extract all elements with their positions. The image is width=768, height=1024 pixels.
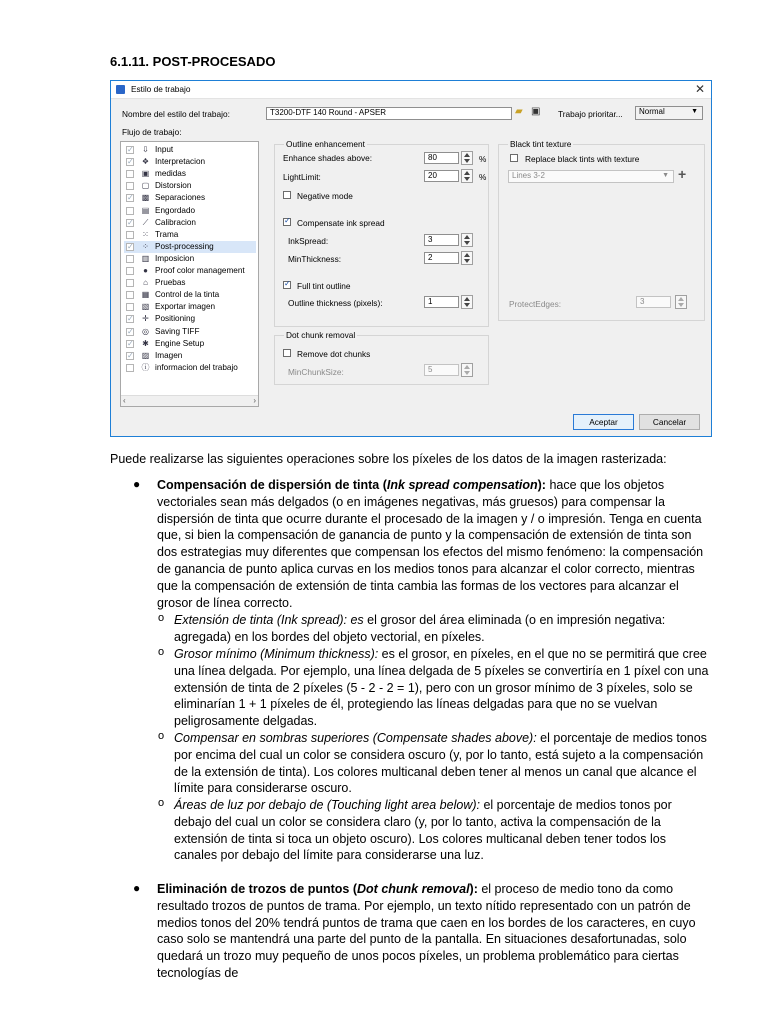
cancel-button[interactable]: Cancelar: [639, 414, 700, 430]
scroll-left-icon[interactable]: ‹: [123, 396, 126, 405]
workflow-item-label: Input: [155, 145, 174, 154]
replace-black-checkbox[interactable]: [510, 154, 518, 162]
workflow-item-label: Control de la tinta: [155, 290, 220, 300]
workflow-item-label: Saving TIFF: [155, 326, 200, 336]
dot-chunk-paragraph: [157, 881, 710, 982]
workflow-item[interactable]: [124, 362, 256, 374]
intro-paragraph: Puede realizarse las siguientes operaciones sobre los píxeles de los datos de la imagen rasterizada:: [110, 452, 667, 466]
workflow-item-checkbox[interactable]: [126, 207, 134, 215]
compensate-ink-checkbox[interactable]: [283, 218, 291, 226]
ink-spread-spinner[interactable]: [461, 233, 473, 247]
sub-bullet-icon: o: [158, 646, 165, 658]
full-tint-label: Full tint outline: [297, 281, 351, 291]
export-image-icon: ▧: [141, 302, 150, 312]
s4-italic: Áreas de luz por debajo de (Touching light area below):: [174, 798, 480, 812]
workflow-item-checkbox[interactable]: [126, 279, 134, 287]
workflow-scrollbar[interactable]: [121, 395, 258, 406]
min-thickness-input[interactable]: 2: [424, 252, 459, 264]
workflow-item-checkbox[interactable]: [126, 170, 134, 178]
add-icon[interactable]: +: [678, 166, 687, 182]
dot-text: el proceso de medio tono da como resultado trozos de puntos de trama. Por ejemplo, un texto nítido representado con un patrón de medios tonos del 20% tendrá puntos de trama que caen en los bordes de los caracteres, en cuyo caso solo se mantendrá una parte del punto de la pantalla. En situaciones desafortunadas, solo quedará un trozo muy pequeño de unos pocos píxeles, un problema problemático para ciertas tecnologías de: [157, 882, 696, 980]
sub-ink-spread: [174, 612, 710, 646]
workflow-item-checkbox[interactable]: [126, 352, 134, 360]
save-icon[interactable]: ▣: [531, 106, 541, 117]
workflow-item[interactable]: [124, 205, 256, 217]
workflow-item[interactable]: [124, 289, 256, 301]
dot-title-i: Dot chunk removal: [357, 882, 470, 896]
min-chunk-input[interactable]: 5: [424, 364, 459, 376]
light-limit-label: LightLimit:: [283, 172, 321, 182]
workflow-item-label: Engordado: [155, 205, 196, 215]
dialog-titlebar: [111, 81, 711, 99]
s2-text: es el grosor, en píxeles, en el que no se permitirá que cree una línea delgada. Por ejemplo, una línea delgada de 5 píxeles se convertiría en 1 píxel con una extensión de tinta de 2 píxeles (5 - 2 - 2 = 1), pero con un grosor mínimo de 3 píxeles, solo se eliminarían 1 + 1 píxeles de él, protegiendo las líneas delgadas para que no se vuelvan peligrosamente delgadas.: [174, 647, 709, 729]
workflow-item[interactable]: [124, 277, 256, 289]
dot-chunk-group: [274, 330, 489, 385]
chevron-down-icon: ▼: [691, 108, 698, 115]
workflow-item-checkbox[interactable]: [126, 315, 134, 323]
enhance-shades-input[interactable]: 80: [424, 152, 459, 164]
input-icon: ⇩: [142, 145, 149, 154]
sub-compensate-shades: [174, 730, 710, 797]
scroll-right-icon[interactable]: ›: [253, 396, 256, 405]
negative-mode-checkbox[interactable]: [283, 191, 291, 199]
saving-tiff-icon: ◎: [142, 326, 149, 336]
priority-value: Normal: [639, 107, 665, 116]
sub-touching-light: [174, 797, 710, 864]
workflow-item-checkbox[interactable]: [126, 364, 134, 372]
min-thickness-label: MinThickness:: [288, 254, 342, 264]
lines-chevron-icon: ▼: [662, 172, 669, 179]
workflow-label: Flujo de trabajo:: [122, 127, 182, 137]
workflow-item-checkbox[interactable]: [126, 255, 134, 263]
screening-icon: ⁙: [142, 229, 149, 239]
sub-bullet-icon: o: [158, 612, 165, 624]
positioning-icon: ✛: [142, 314, 149, 324]
ink-text: hace que los objetos vectoriales sean más delgados (o en imágenes negativas, más gruesos) para compensar la dispersión de tinta que ocurre durante el procesado de la imagen y / o impresión. Tenga en cuenta que, si bien la compensación de ganancia de punto y la compensación de extensión de tinta son dos estrategias muy diferentes que compensan los efectos del mismo fenómeno: la compensación de ganancia de punto aplica curvas en los medios tonos para alcanzar el color correcto, mientras que la compensación de extensión de tinta cambia las formas de los vectores para alcanzar el grosor de línea correcto.: [157, 478, 704, 610]
light-limit-spinner[interactable]: [461, 169, 473, 183]
workflow-item[interactable]: [124, 350, 256, 362]
s1-italic: Extensión de tinta (Ink spread): es: [174, 613, 364, 627]
dot-title-b: ):: [469, 882, 478, 896]
workflow-item-checkbox[interactable]: [126, 328, 134, 336]
workflow-item[interactable]: [124, 241, 256, 253]
proof-icon: ⌂: [143, 278, 148, 288]
workflow-item-checkbox[interactable]: [126, 243, 134, 251]
remove-dot-label: Remove dot chunks: [297, 349, 371, 359]
proof-color-icon: ●: [143, 266, 148, 275]
workflow-item[interactable]: [124, 156, 256, 168]
compensate-ink-label: Compensate ink spread: [297, 218, 385, 228]
min-thickness-spinner[interactable]: [461, 251, 473, 265]
outline-thickness-label: Outline thickness (pixels):: [288, 298, 383, 308]
workflow-item-checkbox[interactable]: [126, 182, 134, 190]
workflow-item-label: Interpretacion: [155, 157, 206, 167]
outline-thickness-spinner[interactable]: [461, 295, 473, 309]
workflow-item-label: Engine Setup: [155, 338, 205, 348]
s2-italic: Grosor mínimo (Minimum thickness):: [174, 647, 379, 661]
workflow-item-label: Calibracion: [155, 217, 196, 227]
distortion-icon: ▢: [141, 181, 150, 191]
negative-mode-label: Negative mode: [297, 191, 353, 201]
workflow-item[interactable]: [124, 144, 256, 156]
ink-spread-input[interactable]: 3: [424, 234, 459, 246]
workflow-item-label: Positioning: [155, 314, 196, 324]
ink-title-a: Compensación de dispersión de tinta (: [157, 478, 387, 492]
workflow-item-label: medidas: [155, 169, 186, 179]
workflow-item-checkbox[interactable]: [126, 291, 134, 299]
workflow-item[interactable]: [124, 168, 256, 180]
s1-text: el grosor del área eliminada (o en impresión negativa: agregada) en los bordes del objeto vectorial, en píxeles.: [174, 613, 666, 644]
workflow-item[interactable]: [124, 217, 256, 229]
workflow-item-label: Trama: [155, 229, 179, 239]
dialog-title: Estilo de trabajo: [131, 84, 191, 94]
workflow-item[interactable]: [124, 192, 256, 204]
s3-text: el porcentaje de medios tonos por encima del cual un color se considera oscuro (y, por lo tanto, está sujeto a la compensación de la extensión de tinta). Los colores multicanal deben tener al menos un canal que alcance el límite para considerarse oscuro.: [174, 731, 707, 796]
open-folder-icon[interactable]: ▰: [515, 106, 523, 117]
style-name-input[interactable]: T3200-DTF 140 Round - APSER: [266, 107, 512, 120]
enhance-shades-label: Enhance shades above:: [283, 153, 373, 163]
workflow-item-label: Imposicion: [155, 253, 195, 263]
outline-thickness-input[interactable]: 1: [424, 296, 459, 308]
protect-edges-spinner[interactable]: [675, 295, 687, 309]
workflow-item-checkbox[interactable]: [126, 267, 134, 275]
ink-spread-label: InkSpread:: [288, 236, 329, 246]
info-icon: ⓘ: [141, 362, 150, 372]
accept-button[interactable]: Aceptar: [573, 414, 634, 430]
workflow-item-label: Imagen: [155, 350, 183, 360]
dot-gain-icon: ▤: [141, 205, 150, 215]
workflow-item-label: Separaciones: [155, 193, 206, 203]
ink-control-icon: ▦: [141, 290, 150, 300]
image-icon: ▨: [141, 350, 150, 360]
workflow-item-checkbox[interactable]: [126, 194, 134, 202]
workflow-item[interactable]: [124, 301, 256, 313]
workflow-item-checkbox[interactable]: [126, 146, 134, 154]
workflow-item[interactable]: [124, 338, 256, 350]
enhance-unit: %: [479, 154, 487, 164]
protect-edges-input[interactable]: 3: [636, 296, 671, 308]
workflow-item-checkbox[interactable]: [126, 158, 134, 166]
imposition-icon: ▥: [141, 253, 150, 263]
light-unit: %: [479, 172, 487, 182]
interpretation-icon: ❖: [141, 157, 150, 167]
close-icon[interactable]: ✕: [694, 82, 705, 96]
workflow-item-checkbox[interactable]: [126, 219, 134, 227]
calibration-icon: ⟋: [142, 217, 149, 227]
dot-title-a: Eliminación de trozos de puntos (: [157, 882, 358, 896]
ink-title-i: Ink spread compensation: [386, 478, 538, 492]
lines-value: Lines 3-2: [512, 171, 545, 180]
separation-icon: ▩: [141, 193, 150, 203]
section-heading: 6.1.11. POST-PROCESADO: [110, 54, 276, 69]
outline-legend: Outline enhancement: [286, 139, 365, 149]
sub-bullet-icon: o: [158, 797, 165, 809]
min-chunk-spinner[interactable]: [461, 363, 473, 377]
workflow-item-label: Proof color management: [155, 266, 245, 275]
job-style-dialog: [110, 80, 712, 437]
s3-italic: Compensar en sombras superiores (Compensate shades above):: [174, 731, 537, 745]
workflow-item-checkbox[interactable]: [126, 303, 134, 311]
workflow-item-label: Exportar imagen: [155, 302, 216, 312]
dot-legend: Dot chunk removal: [286, 330, 356, 340]
workflow-item-label: informacion del trabajo: [155, 362, 238, 372]
sub-min-thickness: [174, 646, 710, 730]
enhance-shades-spinner[interactable]: [461, 151, 473, 165]
workflow-item-checkbox[interactable]: [126, 231, 134, 239]
workflow-item[interactable]: [124, 180, 256, 192]
full-tint-checkbox[interactable]: [283, 281, 291, 289]
app-icon: [116, 85, 125, 94]
s4-text: el porcentaje de medios tonos por debajo del cual un color se considera claro (y, por lo tanto, activa la compensación de la extensión de tinta si toca un objeto oscuro). Los colores multicanal deben tener todos los canales por debajo del límite para considerarse una luz.: [174, 798, 672, 863]
ink-title-b: ):: [537, 478, 546, 492]
engine-setup-icon: ✱: [142, 338, 149, 348]
priority-select[interactable]: [635, 106, 703, 120]
replace-black-label: Replace black tints with texture: [525, 154, 640, 164]
workflow-item-label: Post-processing: [155, 241, 214, 251]
workflow-item[interactable]: [124, 253, 256, 265]
workflow-item-label: Pruebas: [155, 278, 186, 288]
workflow-item[interactable]: [124, 326, 256, 338]
workflow-item[interactable]: [124, 265, 256, 277]
bullet-icon: ●: [133, 477, 141, 491]
measure-icon: ▣: [141, 169, 150, 179]
protect-edges-label: ProtectEdges:: [509, 299, 562, 309]
sub-bullet-icon: o: [158, 730, 165, 742]
remove-dot-checkbox[interactable]: [283, 349, 291, 357]
workflow-list[interactable]: [120, 141, 259, 407]
workflow-item-label: Distorsion: [155, 181, 192, 191]
light-limit-input[interactable]: 20: [424, 170, 459, 182]
ink-spread-paragraph: [157, 477, 710, 611]
style-name-label: Nombre del estilo del trabajo:: [122, 109, 230, 119]
workflow-item-checkbox[interactable]: [126, 340, 134, 348]
black-legend: Black tint texture: [510, 139, 572, 149]
lines-select[interactable]: [508, 170, 674, 183]
min-chunk-label: MinChunkSize:: [288, 367, 344, 377]
bullet-icon: ●: [133, 881, 141, 895]
priority-label: Trabajo prioritar...: [558, 109, 623, 119]
workflow-item[interactable]: [124, 313, 256, 325]
workflow-item[interactable]: [124, 229, 256, 241]
post-processing-icon: ⁘: [142, 241, 149, 251]
